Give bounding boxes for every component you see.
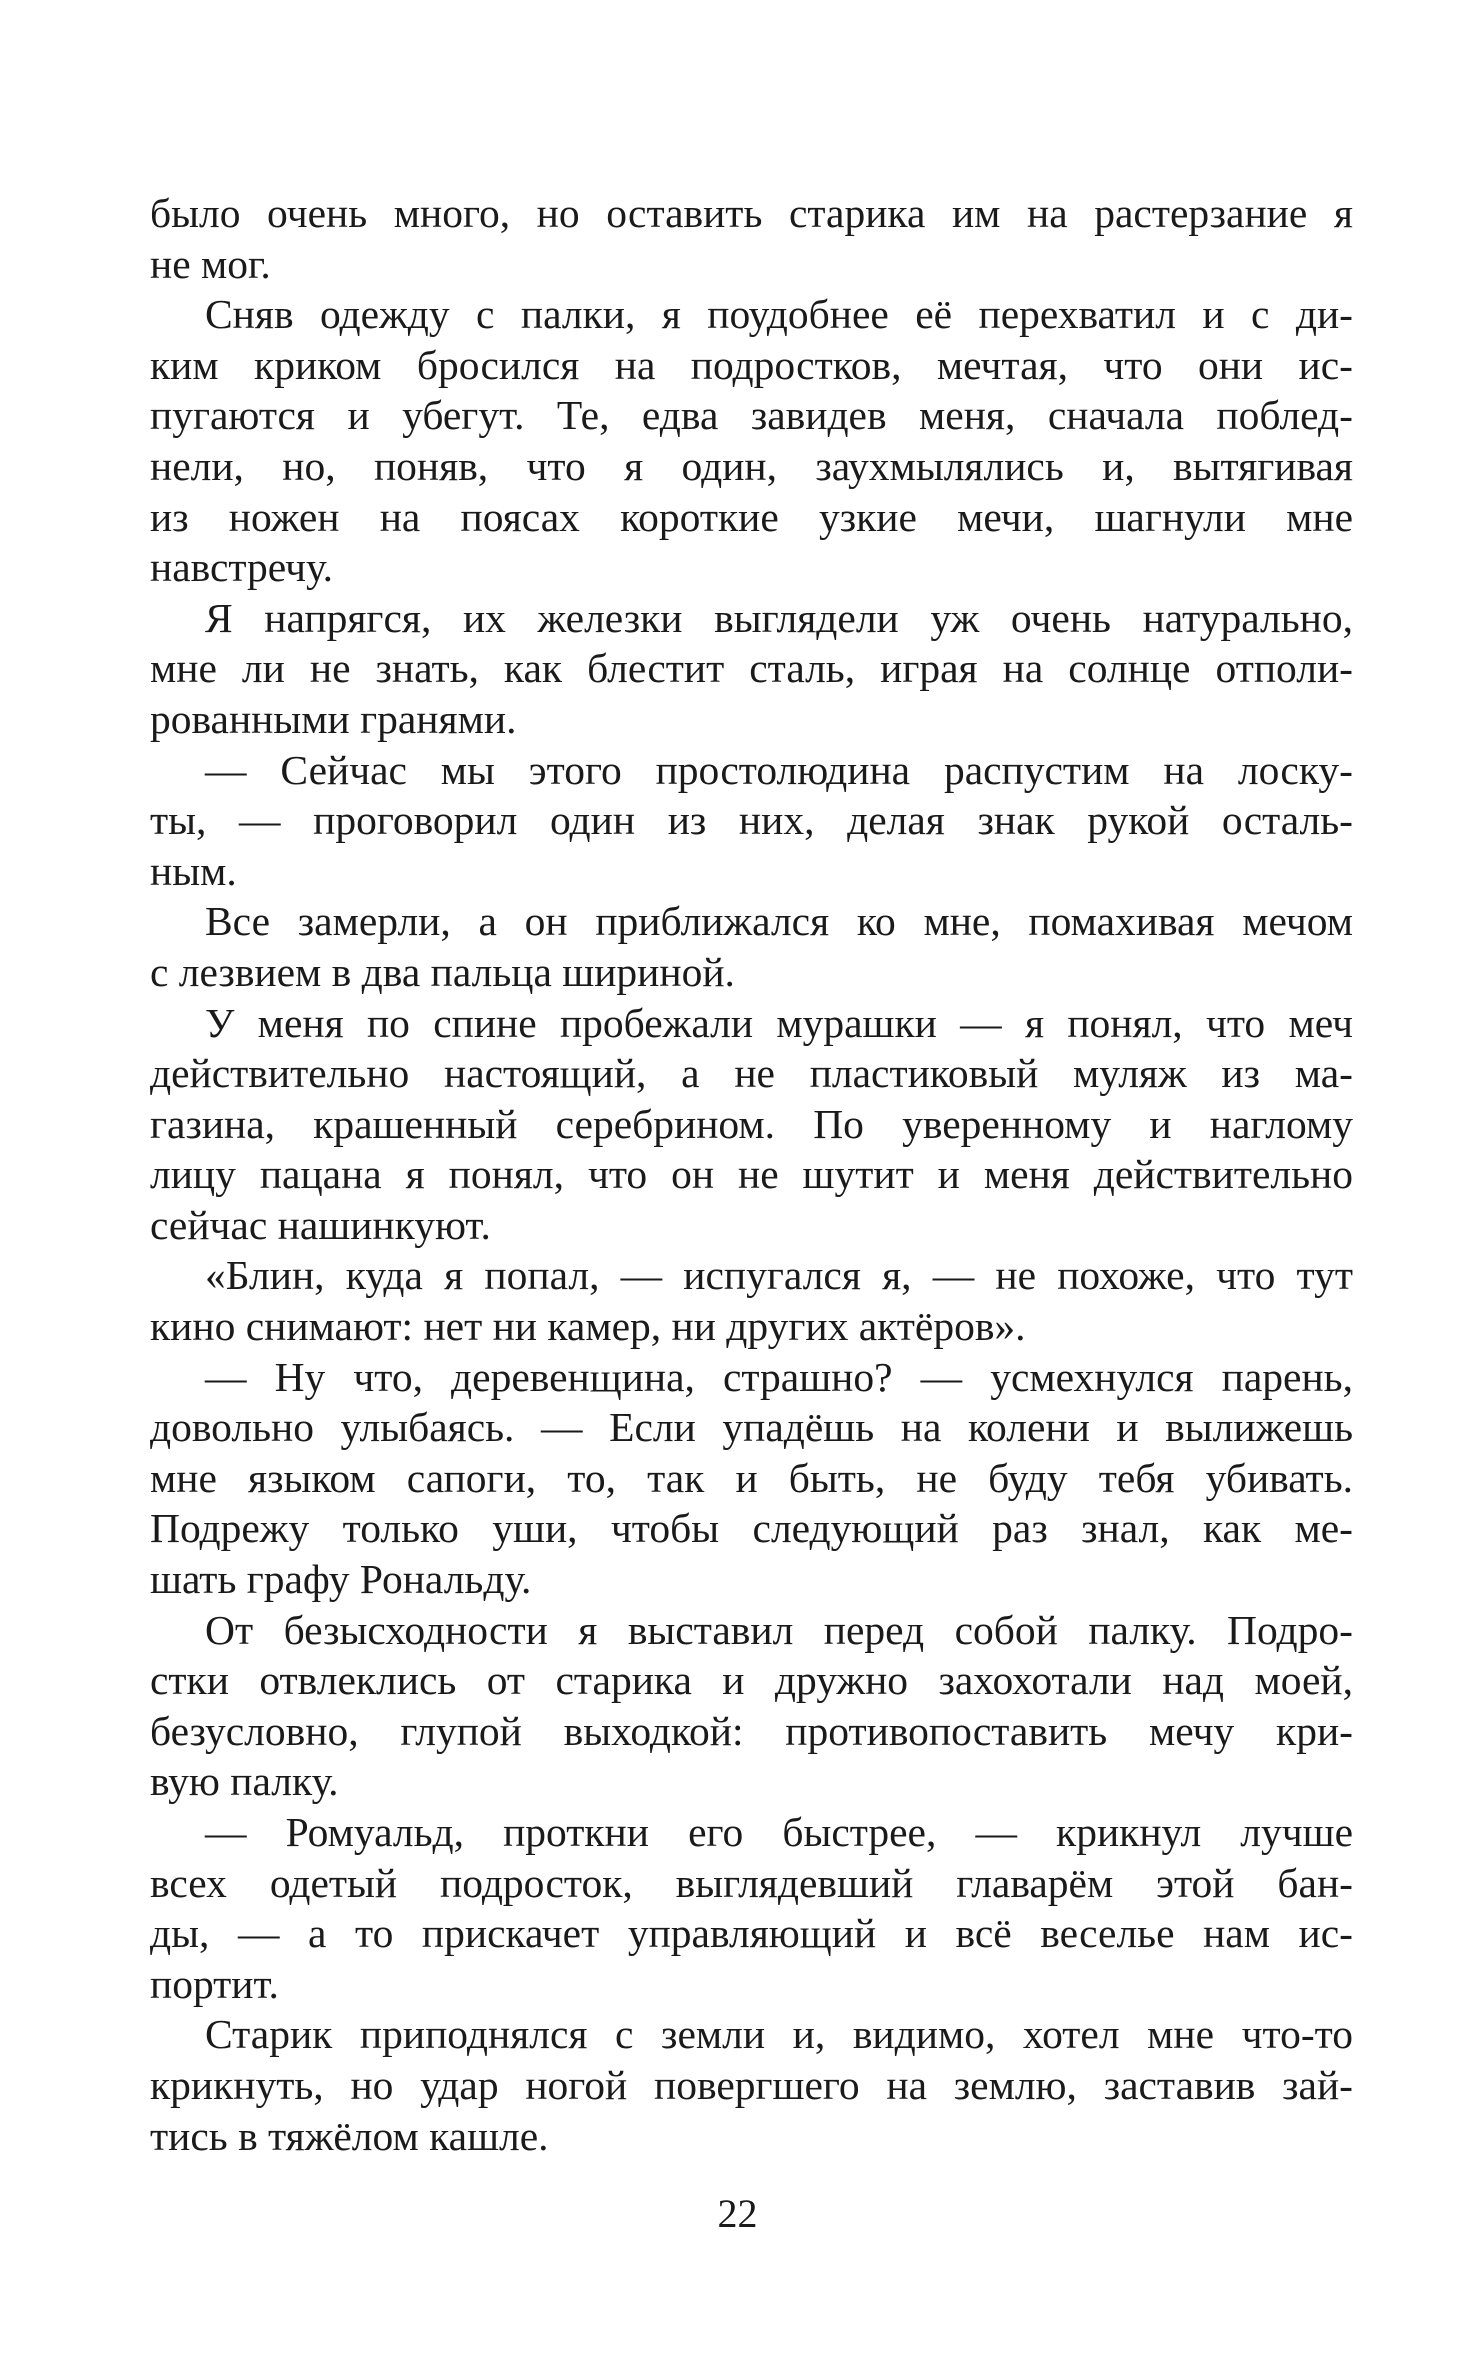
text-line: ным. — [150, 847, 237, 894]
text-line: У меня по спине пробежали мурашки — я понял, что меч — [205, 999, 1353, 1046]
book-page-text — [150, 188, 1353, 2161]
text-line: стки отвлеклись от старика и дружно захохотали над моей, — [150, 1657, 1353, 1704]
text-line: рованными гранями. — [150, 695, 517, 742]
text-line: — Ромуальд, проткни его быстрее, — крикнул лучше — [205, 1809, 1353, 1855]
text-line: мне языком сапоги, то, так и быть, не буду тебя убивать. — [150, 1454, 1353, 1501]
text-line: нели, но, поняв, что я один, заухмылялись и, вытягивая — [150, 442, 1353, 489]
text-line: крикнуть, но удар ногой повергшего на землю, заставив зай- — [150, 2061, 1353, 2108]
text-line: было очень много, но оставить старика им на растерзание я — [150, 190, 1353, 236]
text-line: — Сейчас мы этого простолюдина распустим на лоску- — [205, 746, 1353, 793]
text-line: с лезвием в два пальца шириной. — [150, 948, 735, 995]
text-line: ты, — проговорил один из них, делая знак рукой осталь- — [150, 797, 1353, 844]
text-line: сейчас нашинкуют. — [150, 1201, 491, 1248]
page-number: 22 — [717, 2191, 758, 2236]
text-line: Все замерли, а он приближался ко мне, помахивая мечом — [205, 898, 1353, 945]
text-line: шать графу Рональду. — [150, 1556, 532, 1603]
text-line: из ножен на поясах короткие узкие мечи, шагнули мне — [150, 493, 1353, 540]
text-line: безусловно, глупой выходкой: противопоставить мечу кри- — [150, 1707, 1353, 1754]
text-line: «Блин, куда я попал, — испугался я, — не похоже, что тут — [205, 1252, 1353, 1299]
text-line: портит. — [150, 1960, 279, 2007]
text-line: лицу пацана я понял, что он не шутит и меня действительно — [150, 1151, 1353, 1198]
text-line: газина, крашенный серебрином. По уверенному и наглому — [150, 1100, 1353, 1147]
text-line: пугаются и убегут. Те, едва завидев меня, сначала поблед- — [150, 392, 1353, 439]
text-line: ким криком бросился на подростков, мечтая, что они ис- — [150, 341, 1353, 388]
text-line: тись в тяжёлом кашле. — [150, 2112, 549, 2159]
text-line: ды, — а то прискачет управляющий и всё веселье нам ис- — [150, 1910, 1353, 1957]
text-line: навстречу. — [150, 544, 334, 591]
text-line: кино снимают: нет ни камер, ни других актёров». — [150, 1303, 1026, 1350]
text-line: не мог. — [150, 240, 271, 287]
text-line: — Ну что, деревенщина, страшно? — усмехнулся парень, — [205, 1353, 1353, 1400]
text-line: мне ли не знать, как блестит сталь, играя на солнце отполи- — [150, 645, 1353, 692]
text-line: действительно настоящий, а не пластиковый муляж из ма- — [150, 1050, 1353, 1097]
text-line: Старик приподнялся с земли и, видимо, хотел мне что-то — [205, 2011, 1353, 2058]
text-line: Подрежу только уши, чтобы следующий раз знал, как ме- — [150, 1505, 1353, 1552]
text-line: вую палку. — [150, 1758, 339, 1805]
text-line: Сняв одежду с палки, я поудобнее её перехватил и с ди- — [205, 291, 1353, 338]
text-line: всех одетый подросток, выглядевший главарём этой бан- — [150, 1859, 1353, 1906]
text-line: От безысходности я выставил перед собой палку. Подро- — [205, 1606, 1353, 1653]
text-line: Я напрягся, их железки выглядели уж очень натурально, — [205, 594, 1353, 641]
text-line: довольно улыбаясь. — Если упадёшь на колени и вылижешь — [150, 1404, 1353, 1451]
